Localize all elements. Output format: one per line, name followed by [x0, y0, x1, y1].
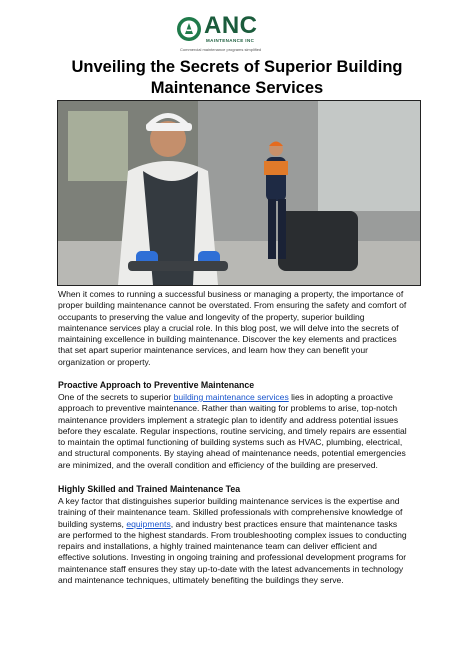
- paragraph-line: to maintain the optimal functioning of building systems such as HVAC, plumbing, electrical,: [58, 437, 403, 448]
- paragraph-line: A key factor that distinguishes superior building maintenance services is the expertise and: [58, 496, 400, 506]
- title-line-2: Maintenance Services: [150, 79, 324, 97]
- page-title: [40, 57, 434, 99]
- section-heading-trained-team: Highly Skilled and Trained Maintenance Tea: [58, 484, 241, 494]
- title-line-1: Unveiling the Secrets of Superior Building: [71, 58, 403, 76]
- section-heading-preventive: Proactive Approach to Preventive Maintenance: [58, 380, 255, 390]
- equipments-link[interactable]: equipments: [126, 518, 171, 529]
- paragraph-line: are minimized, and the overall condition and efficiency of the building are preserved.: [58, 459, 378, 470]
- intro-line: that set apart superior maintenance services, and learn how they can benefit your: [58, 345, 369, 356]
- paragraph-line: before they escalate. Regular inspections, routine servicing, and timely repairs are essential: [58, 425, 407, 436]
- intro-line: proper building maintenance cannot be overstated. From ensuring the safety and comfort of: [58, 300, 407, 311]
- text-run: lies in adopting a proactive: [288, 392, 393, 402]
- logo-tagline: Commercial maintenance programs simplified: [180, 47, 262, 52]
- paragraph-line: training of their maintenance team. Skilled professionals with comprehensive knowledge of: [58, 507, 403, 518]
- paragraph-line: and maintenance techniques, ultimately benefiting the buildings they serve.: [58, 575, 344, 586]
- intro-line: occupants to preserving the value and longevity of the property, superior building: [58, 311, 365, 322]
- paragraph-line: repairs and installations, a highly trained maintenance team can deliver efficient and: [58, 541, 377, 552]
- text-run: One of the secrets to superior: [58, 392, 174, 402]
- paragraph-line: and structural components. By staying ahead of maintenance needs, potential emergencies: [58, 448, 406, 459]
- intro-line: organization or property.: [58, 356, 151, 367]
- intro-paragraph: [58, 289, 420, 368]
- text-run: , and industry best practices ensure that maintenance tasks: [170, 518, 398, 529]
- paragraph-line: [58, 519, 420, 530]
- paragraph-line: effective solutions. Investing in ongoing training and professional development programs for: [58, 552, 407, 563]
- intro-line: When it comes to running a successful business or managing a property, the importance of: [58, 289, 404, 299]
- trained-team-paragraph: [58, 496, 420, 586]
- paragraph-line: are performed to the highest standards. From troubleshooting complex issues to conducting: [58, 529, 407, 540]
- logo-name: ANC: [204, 12, 258, 39]
- paragraph-line: maintenance providers implement a strategic plan to identify and address potential issues: [58, 414, 399, 425]
- logo-subtitle: MAINTENANCE INC: [206, 38, 255, 43]
- paragraph-line: approach to preventive maintenance. Rather than waiting for problems to arise, top-notch: [58, 403, 398, 414]
- building-maintenance-services-link[interactable]: building maintenance services: [173, 392, 289, 402]
- hero-photo: [57, 100, 421, 286]
- paragraph-line: [58, 392, 420, 403]
- text-run: building systems,: [58, 518, 127, 529]
- maintenance-workers-illustration: [58, 101, 420, 285]
- preventive-paragraph: [58, 392, 420, 471]
- intro-line: maintaining excellence in building maintenance. Discover the key elements and practices: [58, 334, 397, 345]
- company-logo: [176, 12, 296, 52]
- logo-emblem-icon: [176, 16, 202, 42]
- paragraph-line: maintenance staff ensures they stay up-to-date with the latest advancements in technology: [58, 563, 404, 574]
- intro-line: maintenance services play a crucial role. In this blog post, we will delve into the secrets of: [58, 322, 399, 333]
